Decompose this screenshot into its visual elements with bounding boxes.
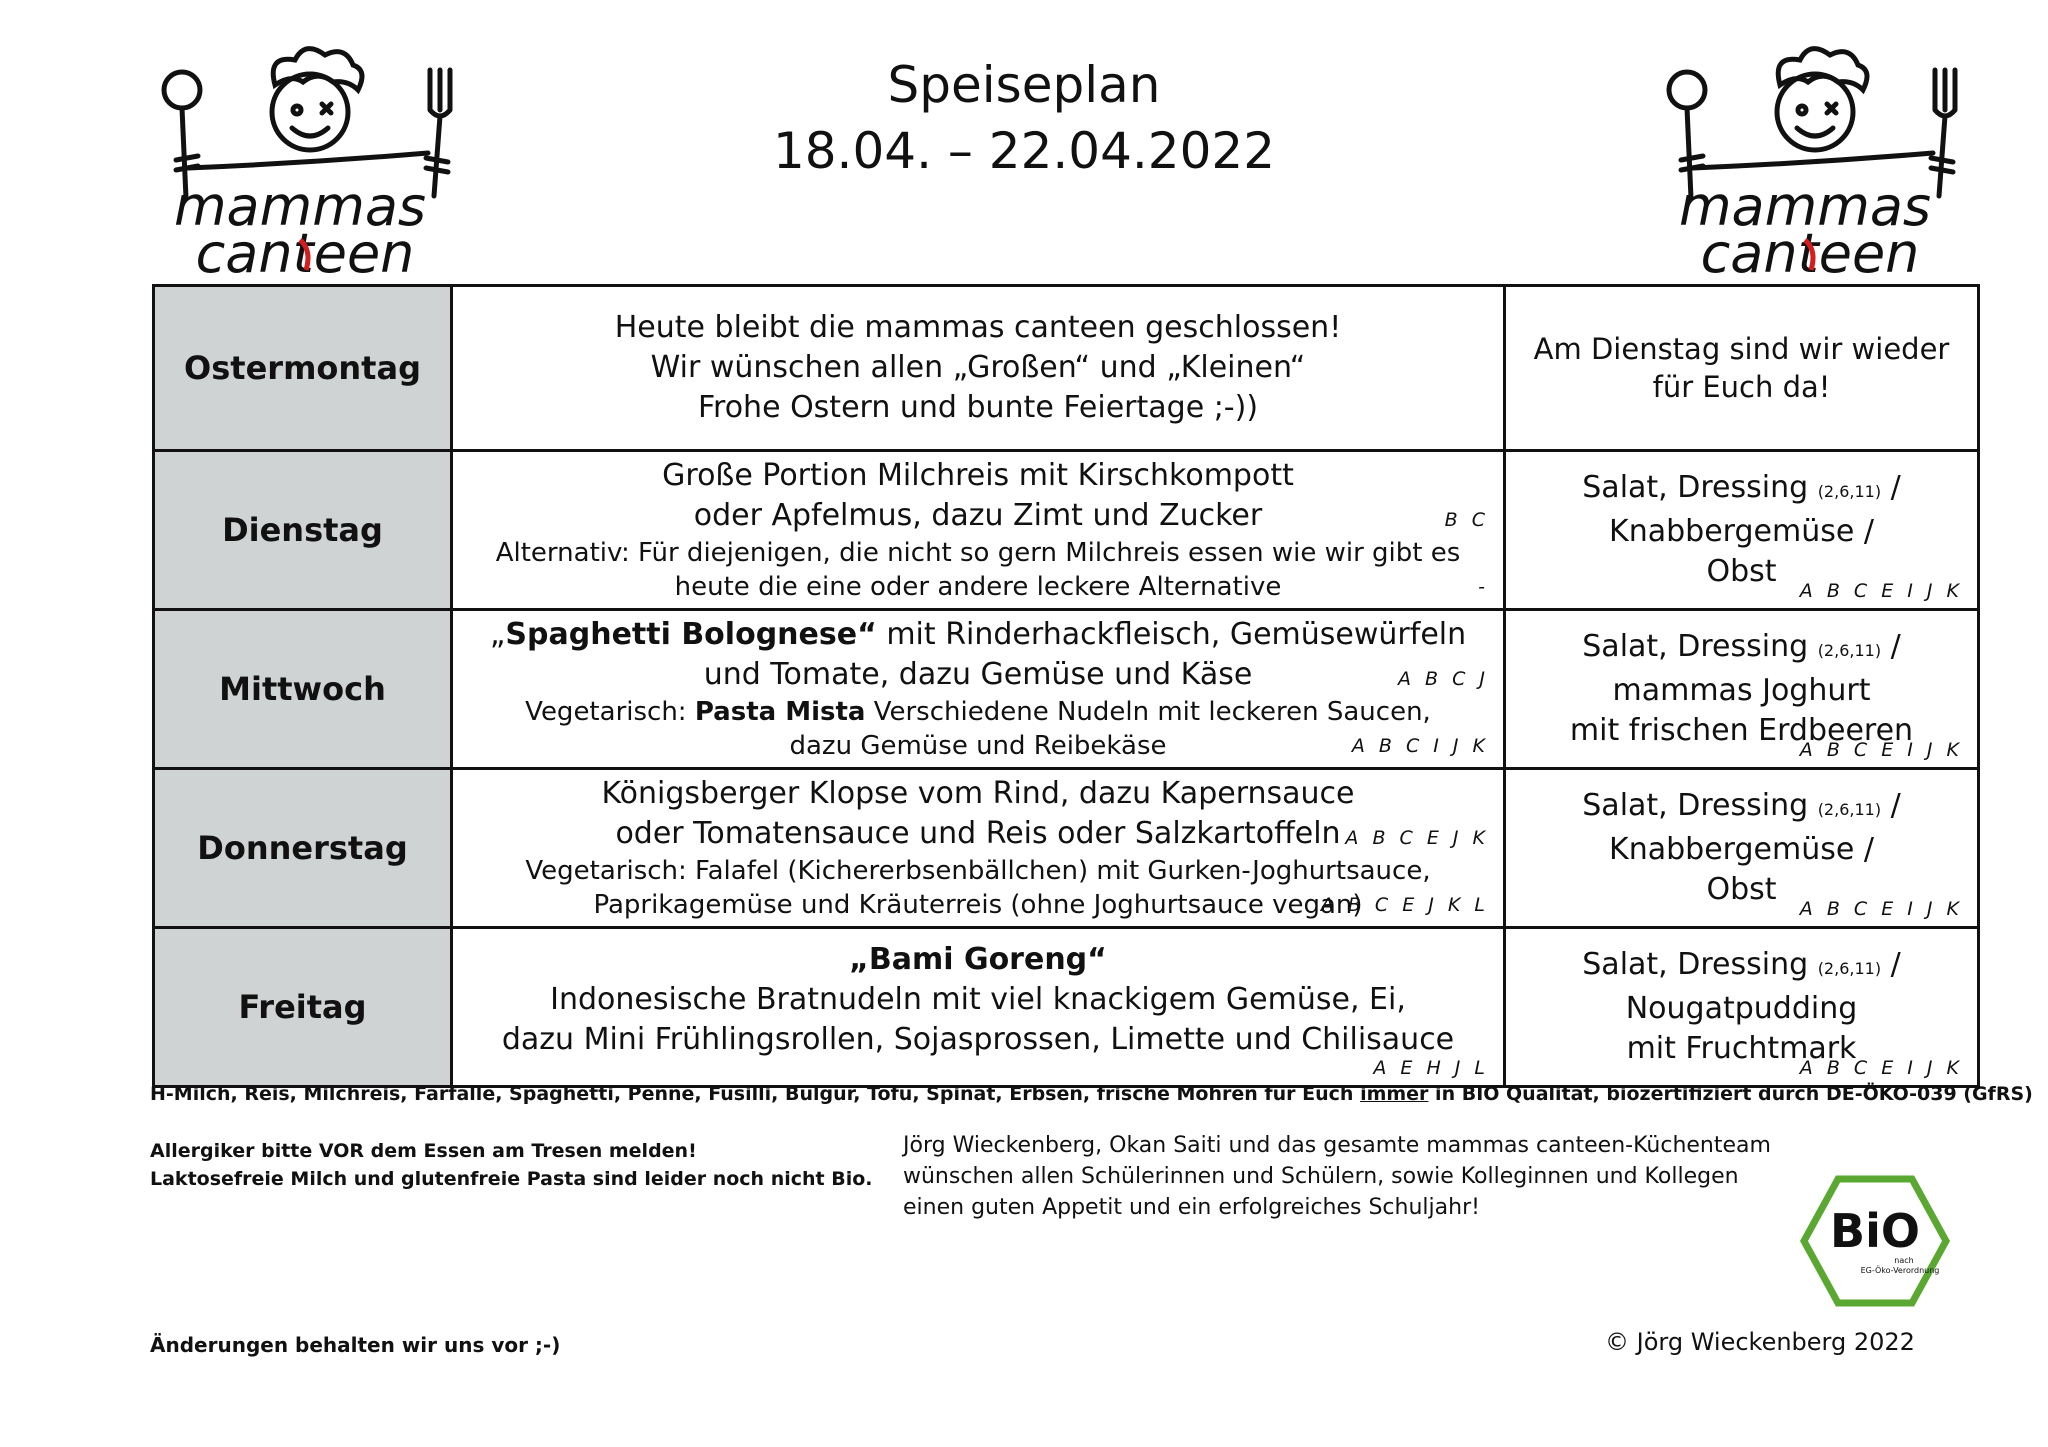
alt-line-with-allergens <box>467 570 1489 604</box>
title: Speiseplan <box>887 56 1161 114</box>
main-dish-cell <box>452 286 1505 451</box>
side-dish-cell <box>1505 451 1979 610</box>
dish-name: Pasta Mista <box>694 697 866 727</box>
allergen-codes: - <box>1478 576 1489 598</box>
slash: / <box>1890 947 1901 982</box>
table-row <box>154 451 1979 610</box>
date-range: 18.04. – 22.04.2022 <box>772 122 1276 180</box>
greeting-text: Jörg Wieckenberg, Okan Saiti und das gesamte mammas canteen-Küchenteam wünschen allen Schülerinnen und Schülern, sowie Kolleginnen und Kollegen einen guten Appetit und ein erfolgreiches Schuljahr! <box>903 1133 1771 1220</box>
menu-table <box>152 284 1980 1088</box>
mammas-canteen-logo-right <box>1655 30 1965 280</box>
slash: / <box>1890 470 1901 505</box>
main-line: Heute bleibt die mammas canteen geschlossen! <box>614 310 1342 345</box>
allergen-codes: A E H J L <box>1373 1057 1489 1079</box>
allergen-codes: B C <box>1444 509 1489 531</box>
side-line: Salat, Dressing (2,6,11) / <box>1582 788 1901 823</box>
main-dish-cell <box>452 928 1505 1087</box>
side-dish-cell <box>1505 610 1979 769</box>
main-line: oder Tomatensauce und Reis oder Salzkartoffeln <box>615 816 1341 851</box>
alt-line: Vegetarisch: Pasta Mista Verschiedene Nudeln mit leckeren Saucen, <box>525 697 1431 727</box>
allergen-codes: A B C E I J K <box>1799 739 1963 761</box>
slash: / <box>1890 788 1901 823</box>
alt-line-with-allergens <box>467 888 1489 922</box>
allergen-codes: A B C E I J K <box>1799 580 1963 602</box>
alt-line: dazu Gemüse und Reibekäse <box>789 731 1167 761</box>
side-line: Knabbergemüse / <box>1609 832 1874 867</box>
allergen-codes: A B C E I J K <box>1799 1057 1963 1079</box>
main-line: Königsberger Klopse vom Rind, dazu Kapernsauce <box>601 776 1355 811</box>
table-row <box>154 286 1979 451</box>
svg-text:canteen: canteen <box>1700 222 1920 280</box>
main-dish-cell <box>452 769 1505 928</box>
main-line: Große Portion Milchreis mit Kirschkompott <box>662 458 1294 493</box>
copyright: © Jörg Wieckenberg 2022 <box>1605 1328 1915 1356</box>
alt-line: Vegetarisch: Falafel (Kichererbsenbällchen) mit Gurken-Joghurtsauce, <box>525 856 1431 886</box>
allergen-codes: A B C E I J K <box>1799 898 1963 920</box>
svg-text:nach: nach <box>1894 1256 1914 1265</box>
allergen-codes: A B C J <box>1397 668 1489 690</box>
day-label: Donnerstag <box>154 769 452 928</box>
dressing-codes: (2,6,11) <box>1817 959 1882 978</box>
side-line: Knabbergemüse / <box>1609 514 1874 549</box>
changes-notice: Änderungen behalten wir uns vor ;-) <box>150 1333 561 1357</box>
dish-name: Spaghetti Bolognese“ <box>505 617 877 652</box>
main-dish-cell <box>452 451 1505 610</box>
bio-seal-icon <box>1800 1175 1950 1307</box>
side-line: Salat, Dressing (2,6,11) / <box>1582 470 1901 505</box>
bio-notice: H-Milch, Reis, Milchreis, Farfalle, Spaghetti, Penne, Fusilli, Bulgur, Tofu, Spinat, Erbsen, frische Möhren für Euch immer in BIO Qualität, biozertifiziert durch DE-ÖKO-039 (GfRS) <box>150 1083 2033 1105</box>
side-line: Nougatpudding <box>1625 991 1858 1026</box>
table-row <box>154 769 1979 928</box>
allergen-codes: A B C I J K <box>1351 735 1489 757</box>
svg-text:mammas: mammas <box>1678 175 1932 238</box>
main-line: dazu Mini Frühlingsrollen, Sojasprossen, Limette und Chilisauce <box>501 1022 1455 1057</box>
day-label: Dienstag <box>154 451 452 610</box>
side-line: für Euch da! <box>1652 370 1831 404</box>
main-line-with-allergens <box>467 496 1489 536</box>
main-line: Wir wünschen allen „Großen“ und „Kleinen“ <box>650 350 1306 385</box>
side-line: mammas Joghurt <box>1612 673 1871 708</box>
day-label: Mittwoch <box>154 610 452 769</box>
main-line <box>467 940 1489 980</box>
table-row <box>154 928 1979 1087</box>
side-dish-cell <box>1505 769 1979 928</box>
allergy-notice: Allergiker bitte VOR dem Essen am Tresen melden! Laktosefreie Milch und glutenfreie Pasta sind leider noch nicht Bio. <box>150 1140 873 1190</box>
svg-text:mammas: mammas <box>173 175 427 238</box>
table-row <box>154 610 1979 769</box>
main-line-with-allergens <box>467 814 1489 854</box>
alt-line: heute die eine oder andere leckere Alternative <box>674 572 1282 602</box>
dish-name: „Bami Goreng“ <box>849 942 1107 977</box>
side-line: Am Dienstag sind wir wieder <box>1533 332 1950 366</box>
main-line: Indonesische Bratnudeln mit viel knackigem Gemüse, Ei, <box>550 982 1406 1017</box>
main-line: Frohe Ostern und bunte Feiertage ;-)) <box>697 390 1259 425</box>
slash: / <box>1890 629 1901 664</box>
side-dish-cell <box>1505 286 1979 451</box>
page-title <box>700 52 1348 184</box>
side-dish-cell <box>1505 928 1979 1087</box>
main-dish-cell <box>452 610 1505 769</box>
allergen-codes: A B C E J K <box>1345 827 1489 849</box>
bio-notice-underlined: immer <box>1360 1083 1429 1105</box>
main-line: oder Apfelmus, dazu Zimt und Zucker <box>693 498 1263 533</box>
side-line: Obst <box>1706 554 1777 589</box>
dressing-codes: (2,6,11) <box>1817 641 1882 660</box>
dressing-codes: (2,6,11) <box>1817 482 1882 501</box>
svg-text:canteen: canteen <box>195 222 415 280</box>
day-label: Ostermontag <box>154 286 452 451</box>
svg-text:BiO: BiO <box>1830 1204 1920 1258</box>
dressing-codes: (2,6,11) <box>1817 800 1882 819</box>
side-line: Salat, Dressing (2,6,11) / <box>1582 947 1901 982</box>
alt-line: Alternativ: Für diejenigen, die nicht so gern Milchreis essen wie wir gibt es <box>495 538 1461 568</box>
alt-line: Paprikagemüse und Kräuterreis (ohne Joghurtsauce vegan) <box>593 890 1363 920</box>
mammas-canteen-logo-left <box>150 30 460 280</box>
side-line: Obst <box>1706 872 1777 907</box>
side-line: Salat, Dressing (2,6,11) / <box>1582 629 1901 664</box>
main-line-with-allergens <box>467 655 1489 695</box>
main-line: und Tomate, dazu Gemüse und Käse <box>703 657 1253 692</box>
allergen-codes: A B C E J K L <box>1320 894 1489 916</box>
main-line: „Spaghetti Bolognese“ mit Rinderhackfleisch, Gemüsewürfeln <box>489 617 1467 652</box>
alt-line-with-allergens <box>467 729 1489 763</box>
side-line: mit Fruchtmark <box>1626 1031 1857 1066</box>
day-label: Freitag <box>154 928 452 1087</box>
svg-text:EG-Öko-Verordnung: EG-Öko-Verordnung <box>1860 1266 1940 1275</box>
side-line: mit frischen Erdbeeren <box>1569 713 1914 748</box>
